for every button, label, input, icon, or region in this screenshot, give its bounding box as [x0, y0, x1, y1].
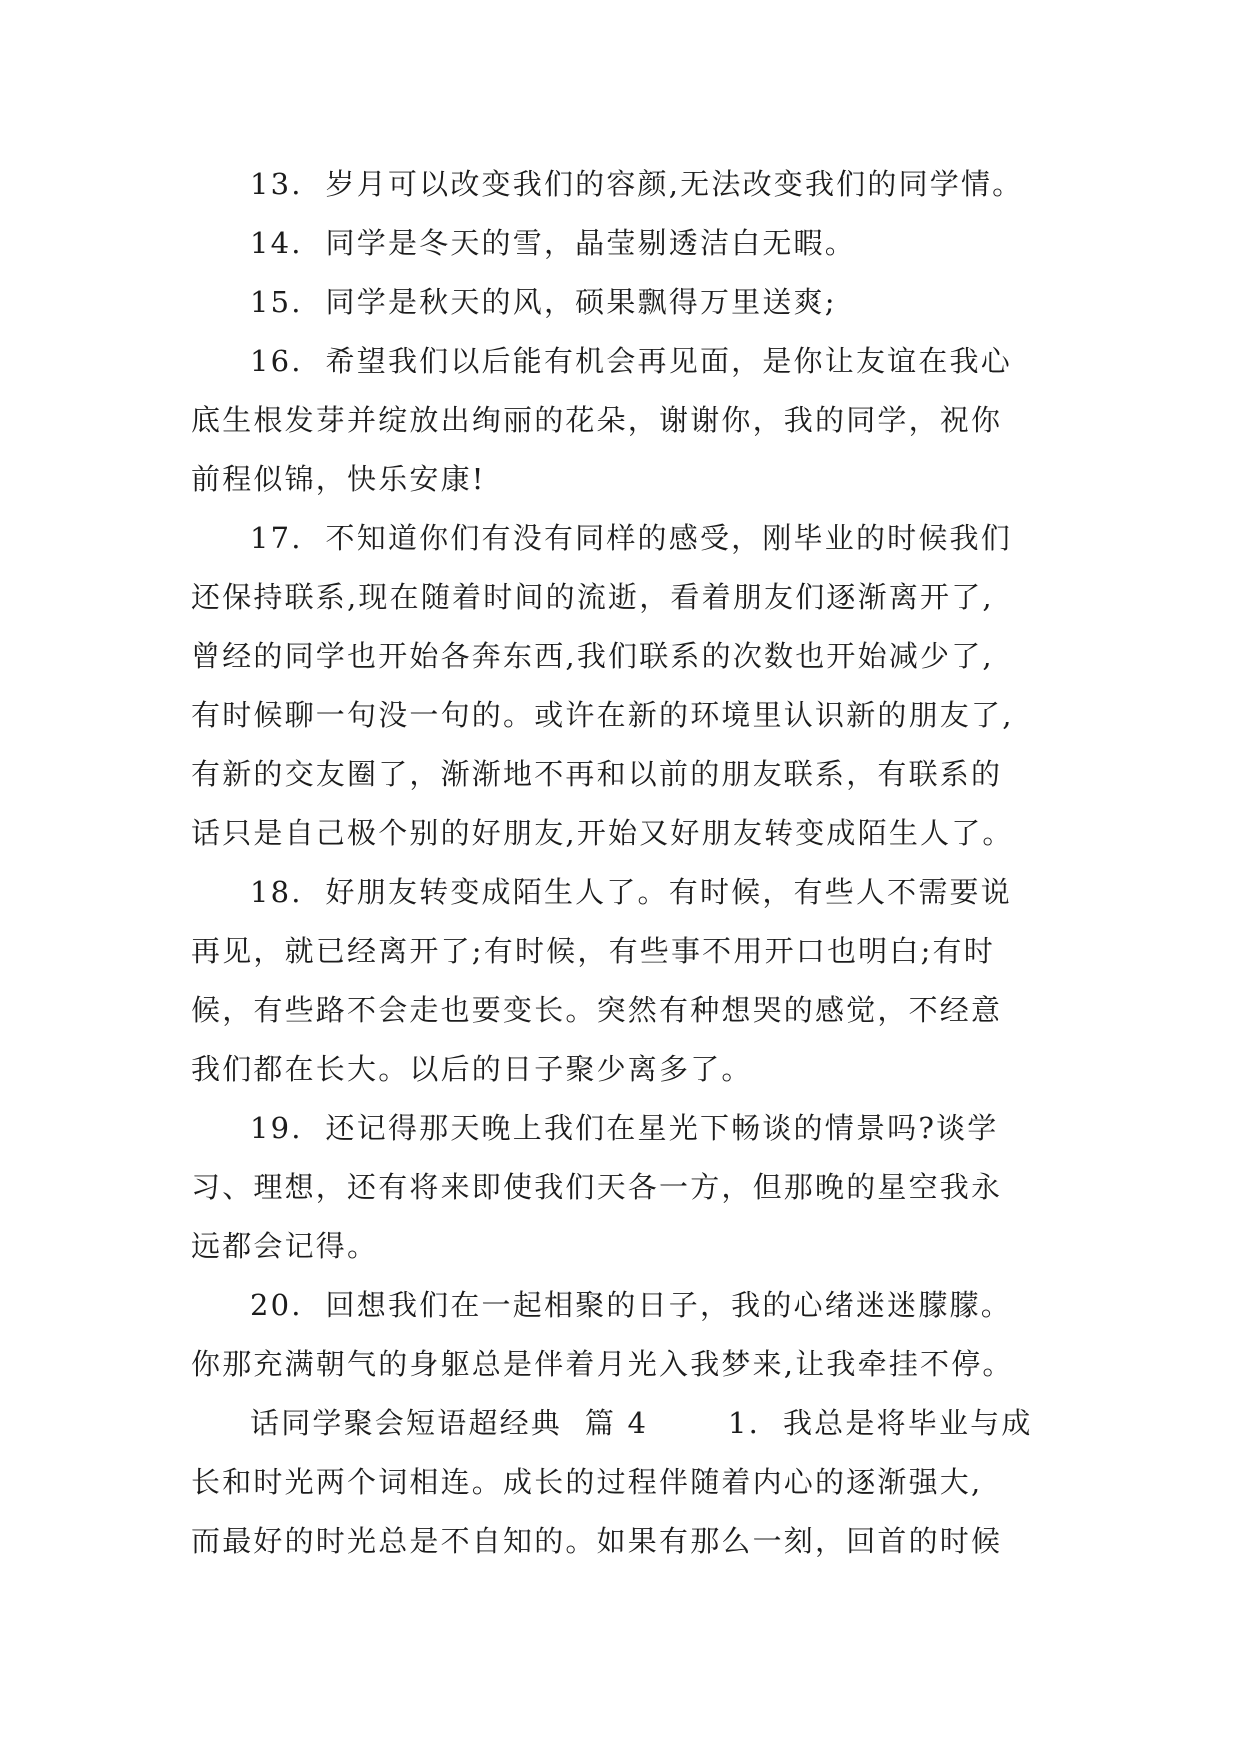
text-line: 话只是自己极个别的好朋友,开始又好朋友转变成陌生人了。: [191, 816, 1014, 850]
text-line: 17. 不知道你们有没有同样的感受，刚毕业的时候我们: [250, 521, 1012, 555]
text-line: 前程似锦，快乐安康!: [191, 462, 486, 496]
text-line: 曾经的同学也开始各奔东西,我们联系的次数也开始减少了,: [191, 639, 994, 673]
text-line: 远都会记得。: [191, 1229, 379, 1263]
text-line: 候，有些路不会走也要变长。突然有种想哭的感觉，不经意: [191, 993, 1003, 1027]
text-line: 15. 同学是秋天的风，硕果飘得万里送爽;: [250, 285, 837, 319]
text-line: 长和时光两个词相连。成长的过程伴随着内心的逐渐强大,: [191, 1465, 983, 1499]
text-line: 20. 回想我们在一起相聚的日子，我的心绪迷迷朦朦。: [250, 1288, 1012, 1322]
text-line: 19. 还记得那天晚上我们在星光下畅谈的情景吗?谈学: [250, 1111, 999, 1145]
text-line: 14. 同学是冬天的雪，晶莹剔透洁白无暇。: [250, 226, 856, 260]
text-line: 你那充满朝气的身躯总是伴着月光入我梦来,让我牵挂不停。: [191, 1347, 1014, 1381]
text-line: 13. 岁月可以改变我们的容颜,无法改变我们的同学情。: [250, 167, 1024, 201]
text-line: 底生根发芽并绽放出绚丽的花朵，谢谢你，我的同学，祝你: [191, 403, 1003, 437]
text-line: 习、理想，还有将来即使我们天各一方，但那晚的星空我永: [191, 1170, 1003, 1204]
text-line: 我们都在长大。以后的日子聚少离多了。: [191, 1052, 753, 1086]
text-line: 有新的交友圈了，渐渐地不再和以前的朋友联系，有联系的: [191, 757, 1003, 791]
text-line: 再见，就已经离开了;有时候，有些事不用开口也明白;有时: [191, 934, 995, 968]
text-line: 还保持联系,现在随着时间的流逝，看着朋友们逐渐离开了,: [191, 580, 994, 614]
text-line: 16. 希望我们以后能有机会再见面，是你让友谊在我心: [250, 344, 1012, 378]
text-line: 18. 好朋友转变成陌生人了。有时候，有些人不需要说: [250, 875, 1012, 909]
text-line: 而最好的时光总是不自知的。如果有那么一刻，回首的时候: [191, 1524, 1003, 1558]
text-line: 话同学聚会短语超经典 篇 4 1. 我总是将毕业与成: [250, 1406, 1033, 1440]
text-line: 有时候聊一句没一句的。或许在新的环境里认识新的朋友了,: [191, 698, 1014, 732]
